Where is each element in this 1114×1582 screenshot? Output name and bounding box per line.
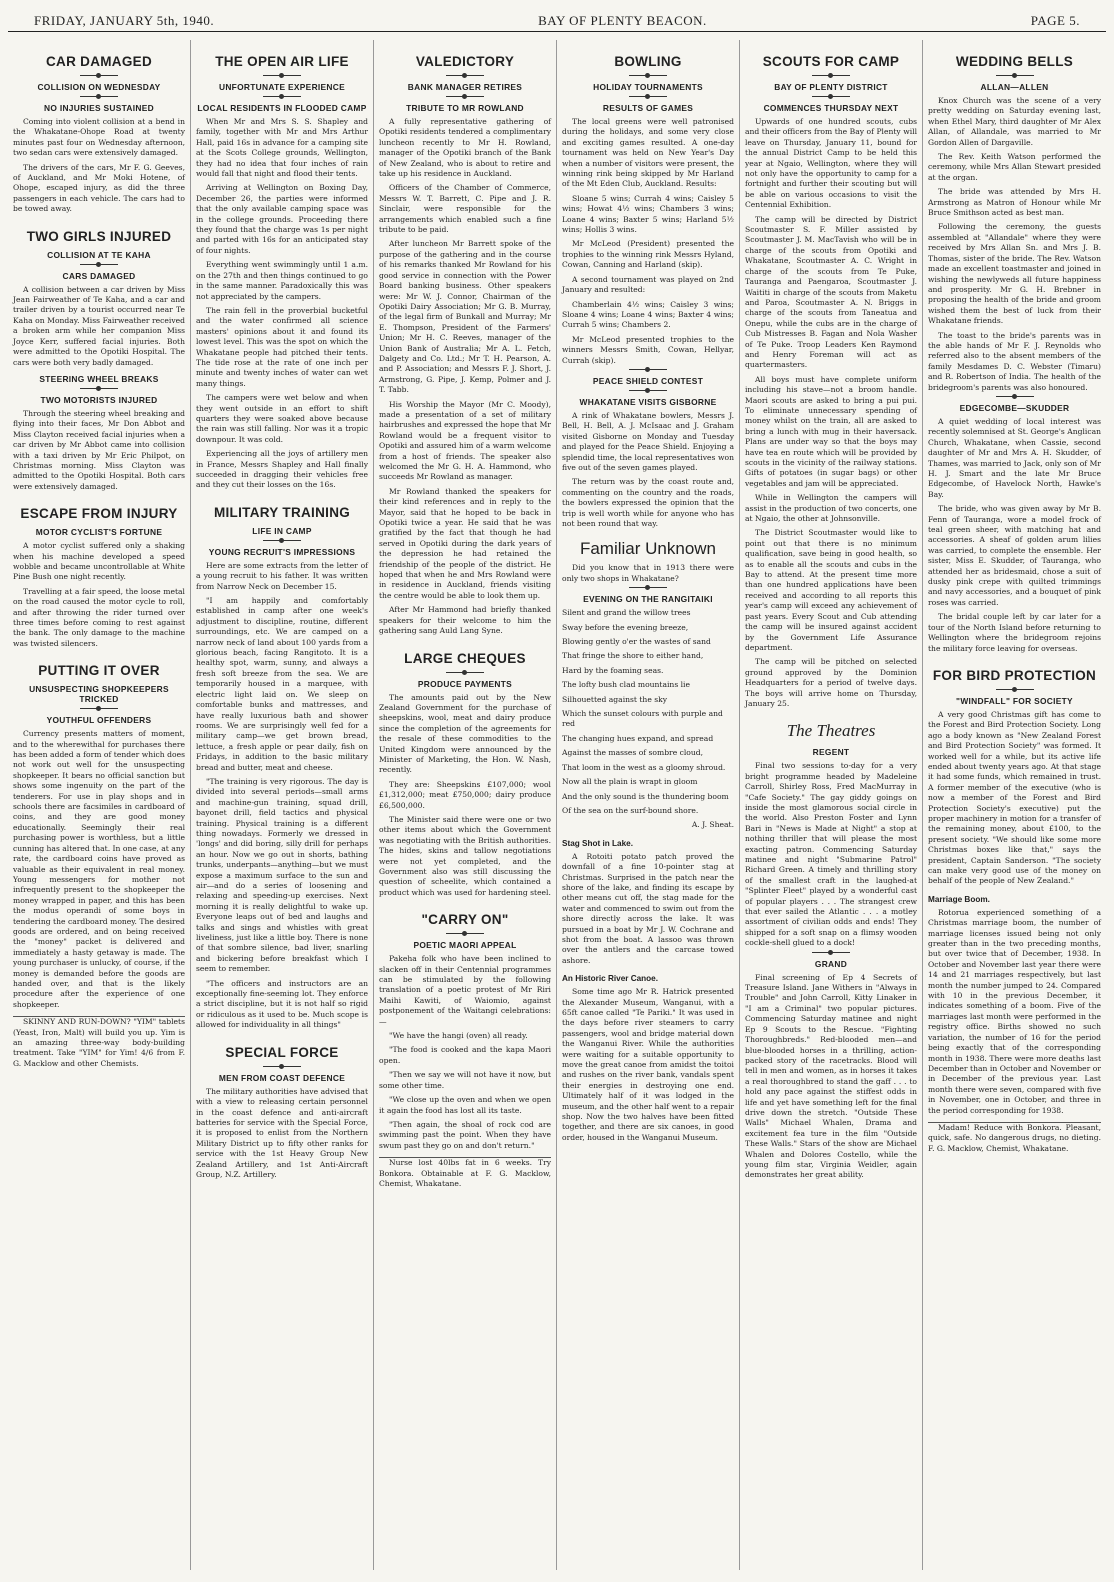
headline: An Historic River Canoe.	[562, 974, 658, 984]
article-putting-it-over	[13, 663, 185, 1069]
paragraph: The local greens were well patronised during the holidays, and some very close and exciting games resulted. A one-day tournament was held on New Year's Day when a number of visitors were present, the winning rink being skipped by Mr Harland of the Mt Eden Club, Auckland. Results:	[562, 117, 734, 189]
divider	[812, 75, 850, 76]
paragraph: Final two sessions to-day for a very bright programme headed by Madeleine Carroll, Shirley Ross, Fred MacMurray in "Cafe Society." The gay giddy goings on inside the most glamorous social circle in the world. Also Preston Foster and Lynn Bari in "News is Made at Night" a stop at nothing thriller that will please the most exacting patron. Commencing Saturday matinee and night "Submarine Patrol" Richard Green. A timely and thrilling story of the smallest craft in the laughed-at "Splinter Fleet" played by a wonderful cast of popular players . . . The strangest crew that ever sailed the Atlantic . . . a motley assortment of civilian odds and ends! They shipped for a soft snap on a flimsy wooden cockle-shell glued to a dock!	[745, 761, 917, 948]
article-stag	[562, 839, 734, 966]
poem-line: That loom in the west as a gloomy shroud.	[562, 762, 726, 772]
article-bird-protection	[928, 668, 1101, 887]
article-wedding-bells	[928, 54, 1101, 393]
headline: BOWLING	[614, 54, 682, 69]
paragraph: Final screening of Ep 4 Secrets of Treasure Island. Jane Withers in "Always in Trouble" and John Carroll, Kitty Linaker in "I am a Criminal" two popular pictures. Commencing Saturday matinee and night Ep 9 Scouts to the Rescue. "Fighting Thoroughbreds." Red-blooded men—and blue-blooded horses in a thrilling, action-packed story of the racetracks. Blood will tell in men and women, as in horses it takes a real thoroughbred to stand the gaff . . . to hold any pace against the stiffest odds in life and yet have something left for the final drive down the stretch. "Outside These Walls" Michael Whalen, Drama and excitement fea ture in the film "Outside These Walls." Stars of the show are Michael Whalen and Dolores Costello, while the young film star, Virginia Weidler, again demonstrates her great ability.	[745, 972, 917, 1180]
divider	[446, 96, 484, 97]
poem-line: Of the sea on the surf-bound shore.	[562, 805, 699, 815]
paragraph: Upwards of one hundred scouts, cubs and their officers from the Bay of Plenty will leave on Thursday, January 11, bound for the annual District Camp to be held this year at Ngaio, Wellington, where they will not only have the opportunity to camp for a fortnight and further their scouting but will be able on various occasions to visit the Centennial Exhibition.	[745, 117, 917, 210]
column-5	[740, 40, 923, 1570]
headline: SPECIAL FORCE	[225, 1044, 339, 1060]
paragraph: The toast to the bride's parents was in the able hands of Mr F. J. Reynolds who referred also to the absent members of the family Mesdames D. C. Webster (Timaru) and R. Robertson of India. The health of the bridegroom's parents was also honoured.	[928, 330, 1101, 392]
paragraph: Pakeha folk who have been inclined to slacken off in their Centennial programmes can be stimulated by the following translation of a poetic protest of Mr Riri Maihi Kawiti, of Waiomio, against postponement of the Waitangi celebrations:—	[379, 954, 551, 1026]
divider	[446, 75, 484, 76]
paragraph: A quiet wedding of local interest was recently solemnised at St. George's Anglican Church, Whakatane, when Cassie, second daughter of Mr and Mrs A. H. Skudder, of Thames, was married to Jack, only son of Mr H. J. Smart and the late Mr Bruce Edgecombe, of Havelock North, Hawke's Bay.	[928, 416, 1101, 499]
divider	[263, 96, 301, 97]
headline: "CARRY ON"	[421, 912, 509, 928]
subheadline: "WINDFALL" FOR SOCIETY	[956, 695, 1073, 706]
article-car-damaged	[13, 54, 185, 215]
column-4	[557, 40, 740, 1570]
subheadline: BAY OF PLENTY DISTRICT	[774, 82, 888, 92]
subheadline: MEN FROM COAST DEFENCE	[218, 1072, 346, 1083]
poem-line: Silhouetted against the sky	[562, 694, 668, 704]
divider	[629, 390, 667, 391]
paragraph: "We have the hangi (oven) all ready.	[389, 1031, 528, 1041]
poem-line: Blowing gently o'er the wastes of sand	[562, 637, 711, 647]
poem-line: Against the masses of sombre cloud,	[562, 748, 704, 758]
headline: PUTTING IT OVER	[38, 663, 160, 679]
paragraph: The bride was attended by Mrs H. Armstrong as Matron of Honour while Mr Bruce Smithson acted as best man.	[928, 187, 1101, 218]
subheadline: COLLISION AT TE KAHA	[47, 249, 151, 260]
advertisement: Madam! Reduce with Bonkora. Pleasant, quick, safe. No dangerous drugs, no dieting. F. G. Macklow, Chemist, Whakatane.	[928, 1122, 1101, 1153]
columns	[8, 40, 1106, 1570]
subheadline: EDGECOMBE—SKUDDER	[959, 402, 1070, 413]
subheadline: UNSUSPECTING SHOPKEEPERS TRICKED	[29, 684, 169, 705]
article-two-girls	[13, 229, 185, 368]
article-steering	[13, 374, 185, 492]
paragraph: A fully representative gathering of Opotiki residents tendered a complimentary luncheon recently to Mr H. Rowland, manager of the Opotiki branch of the Bank of New Zealand, who is about to retire and take up his residence in Auckland.	[379, 117, 551, 179]
paragraph: The District Scoutmaster would like to point out that there is no minimum qualification, save being in good health, so as to enable all the scouts and cubs in the Bay to attend. At the present time more than one hundred applications have been received and according to all reports this year's camp will exceed any achievement of past years. Every Scout and Cub attending the camp will be insured against accident by the Government Life Assurance department.	[745, 528, 917, 652]
paragraph: The military authorities have advised that with a view to releasing certain personnel in the coast defence and anti-aircraft batteries for service with the Special Force, it is proposed to enlist from the Northern Military District up to fifty other ranks for service with the 1st Heavy Group New Zealand Artillery, and 1st Anti-Aircraft Group, N.Z. Artillery.	[196, 1086, 368, 1179]
subheadline: LOCAL RESIDENTS IN FLOODED CAMP	[197, 103, 367, 113]
paragraph: "Then again, the shoal of rock cod are swimming past the point. When they have swum past they go on and don't return."	[379, 1119, 551, 1150]
paragraph: The bridal couple left by car later for a tour of the North Island before returning to Wellington where the bridegroom rejoins the military force leaving for overseas.	[928, 612, 1101, 653]
column-3	[374, 40, 557, 1570]
article-carry-on	[379, 912, 551, 1189]
article-theatres	[745, 721, 917, 1180]
paragraph: The bride, who was given away by Mr B. Fenn of Tauranga, wore a model frock of teal green sheer, with matching hat and accessories. A sheaf of golden arum lilies was carried, to complete the ensemble. Her sister, Miss E. Skudder, of Tauranga, who attended her as bridesmaid, chose a suit of dusky pink crepe with quilted trimmings and navy accessories, and a bouquet of pink roses was carried.	[928, 504, 1101, 607]
poem-line: Silent and grand the willow trees	[562, 608, 691, 618]
headline: TWO GIRLS INJURED	[26, 228, 172, 244]
paragraph: While in Wellington the campers will assist in the production of two concerts, one at Ngaio, the other at Johnsonville.	[745, 493, 917, 524]
headline: The Theatres	[786, 721, 876, 741]
paragraph: "The training is very rigorous. The day is divided into several periods—small arms and machine-gun training, squad drill, bayonet drill, field tactics and physical training. Physical training is a different thing nowadays. Formerly we dressed in 'longs' and did boring, silly drill for perhaps an hour. Now we go out in shorts, bathing trunks, underpants—anything—but we must expose a maximum surface to the sun and air—and do a series of loosening and relaxing and speeding-up exercises. Next morning it is really delightful to wake up. Everyone leaps out of bed and laughs and talks and sings and whistles with great liveliness, just like a little boy. There is none of that sombre silence, bad liver, snarling and bickering before breakfast which I seem to remember.	[196, 776, 368, 974]
poem-line: That fringe the shore to either hand,	[562, 651, 704, 661]
paragraph: Officers of the Chamber of Commerce, Messrs W. T. Barrett, C. Pipe and J. R. Sinclair, were responsible for the arrangements which enabled such a fine tribute to be paid.	[379, 183, 551, 235]
article-bowling	[562, 54, 734, 366]
subheadline: YOUNG RECRUIT'S IMPRESSIONS	[208, 546, 356, 557]
subheadline: PEACE SHIELD CONTEST	[592, 375, 704, 386]
masthead-page: PAGE 5.	[1030, 13, 1080, 28]
divider	[80, 264, 118, 265]
headline: WEDDING BELLS	[955, 54, 1074, 69]
masthead	[8, 6, 1106, 32]
divider	[812, 96, 850, 97]
headline: Marriage Boom.	[928, 894, 990, 904]
article-open-air-life	[196, 54, 368, 491]
article-canoe	[562, 974, 734, 1143]
divider	[80, 96, 118, 97]
subheadline: COMMENCES THURSDAY NEXT	[763, 103, 899, 113]
poem-line: And the only sound is the thundering boom	[562, 791, 729, 801]
article-peace-shield	[562, 369, 734, 529]
article-large-cheques	[379, 651, 551, 899]
paragraph: Here are some extracts from the letter of a young recruit to his father. It was written from Narrow Neck on December 15.	[196, 560, 368, 591]
divider	[80, 708, 118, 709]
subheadline: NO INJURIES SUSTAINED	[44, 103, 154, 113]
paragraph: The return was by the coast route and, commenting on the country and the roads, the bowlers expressed the opinion that the trip is well worth while for anyone who has not been round that way.	[562, 477, 734, 528]
subheadline: GRAND	[814, 958, 848, 969]
headline: SCOUTS FOR CAMP	[762, 54, 900, 69]
divider	[80, 75, 118, 76]
divider	[446, 933, 484, 934]
paragraph: Rotorua experienced something of a Christmas marriage boom, the number of marriage licenses issued being not only greater than in the two preceding months, but over twice that of December, 1938. In October and November last year there were 14 and 21 marriages respectively, but last month the number jumped to 24. Compared with 10 in the previous December, it indicates something of a boom. Five of the marriages last month were performed in the registry office. Births showed no such variation, the number of 16 for the period being exactly that of the corresponding month in 1938. There were more deaths last December than in October and November or in December of the previous year. Last month there were seven, compared with five in November, one in October, and three in the period corresponding for 1938.	[928, 907, 1101, 1115]
subheadline: REGENT	[812, 747, 850, 758]
paragraph: Travelling at a fair speed, the loose metal on the road caused the motor cycle to roll, and after throwing the rider turned over three times before coming to rest against the bank. The only damage to the machine was twisted silencers.	[13, 586, 185, 648]
article-valedictory	[379, 54, 551, 637]
headline: MILITARY TRAINING	[213, 504, 351, 520]
column-2	[191, 40, 374, 1570]
divider	[996, 396, 1034, 397]
divider	[263, 540, 301, 541]
paragraph: The Minister said there were one or two other items about which the Government was negotiating with the British authorities. The hides, skins and tallow negotiations were not yet completed, and the Government also was still discussing the question of scheelite, which contained a product which was used for hardening steel.	[379, 814, 551, 897]
divider	[446, 672, 484, 673]
paragraph: All boys must have complete uniform including his stave—not a broom handle. Maori scouts are asked to bring a pui pui. To eliminate unnecessary spending of money whilst on the train, all are asked to bring a lunch with mug in their haversack. Plans are under way so that the boys may have tea en route which will be provided by scouts in the vicinity of the railway stations. Gifts of potatoes (in sugar bags) or other vegetables and jam will be appreciated.	[745, 374, 917, 488]
advertisement: SKINNY AND RUN-DOWN? "YIM" tablets (Yeast, Iron, Malt) will build you up. Yim is an amazing three-way body-building treatment. Take "YIM" for Yim! 4/6 from F. G. Macklow and other Chemists.	[13, 1017, 185, 1068]
divider	[80, 388, 118, 389]
paragraph: A very good Christmas gift has come to the Forest and Bird Protection Society. Long ago a body known as "New Zealand Forest and Bird Protection Society" was formed. It worked well for a while, but its active life ended about twenty years ago. At that stage it had some funds, which remained in trust. A former member of the executive (who is now a member of the Forest and Bird Protection Society's executive) put the proper machinery in motion for a transfer of the remaining money, about £100, to the present society. "We should like some more Christmas boxes like that," says the president, Captain Sanderson. "The society can make very good use of the money on behalf of the people of New Zealand."	[928, 709, 1101, 886]
article-escape	[13, 506, 185, 649]
paragraph: Currency presents matters of moment, and to the wherewithal for purchases there has been added a form of tender which does not work out well for the unsuspecting shopkeeper. It bears no official sanction but shows some ingenuity on the part of the tenderers. For use in play shops and in schools there are facsimiles in cardboard of coins, and they are good money educationally. Seemingly their real purchasing power is worthless, but a little cunning has altered that. In one case, at any rate, the cardboard coins have proved as valuable as their equivalent in real money. Young messengers for mother not infrequently present to the shopkeeper the money wrapped in paper, and this has been the modus operandi of some boys in tendering the cardboard money. The desired goods are ordered, and on being received the "money" packet is delivered and immediately a hasty getaway is made. The young purchaser is unlucky, of course, if the money is demanded before the goods are handed over, and that is the likely procedure after the experience of one shopkeeper.	[13, 729, 185, 1009]
paragraph: Coming into violent collision at a bend in the Whakatane-Ohope Road at twenty minutes past four on Wednesday afternoon, two sedan cars were extensively damaged.	[13, 117, 185, 158]
paragraph: They are: Sheepskins £107,000; wool £1,312,000; meat £750,000; dairy produce £6,500,000.	[379, 779, 551, 810]
article-scouts	[745, 54, 917, 709]
paragraph: A motor cyclist suffered only a shaking when his machine developed a speed wobble and became uncontrollable at White Pine Bush one night recently.	[13, 541, 185, 582]
divider	[263, 1066, 301, 1067]
paragraph: After luncheon Mr Barrett spoke of the purpose of the gathering and in the course of his remarks thanked Mr Rowland for his good service in connection with the Power Board banking business. Other speakers were: Mr W. J. Connor, Chairman of the Opotiki Dairy Association; Mr G. B. Murray, of the legal firm of Bunkall and Murray; Mr E. Thompson, President of the Farmers' Union; Mr H. C. Reeves, manager of the Union Bank of Australia; Mr A. L. Fetch, Dalgety and Co. Ltd.; Mr T. H. Pearson, A. and P. Association; and Messrs F. J. Short, J. Armstrong, G. Pipe, J. Kemp, Polmer and J. T. Tabb.	[379, 239, 551, 395]
paragraph: His Worship the Mayor (Mr C. Moody), made a presentation of a set of military hairbrushes and expressed the hope that Mr Rowland would be a frequent visitor to Opotiki and assured him of a warm welcome from a host of friends. The speaker also welcomed the Mr G. H. A. Hammond, who succeeds Mr Rowland as manager.	[379, 399, 551, 482]
headline: FOR BIRD PROTECTION	[932, 667, 1097, 683]
headline: Stag Shot in Lake.	[562, 838, 633, 848]
paragraph: The amounts paid out by the New Zealand Government for the purchase of sheepskins, wool, meat and dairy produce since the completion of the agreements for the resale of these commodities to the United Kingdom were announced by the Minister of Marketing, the Hon. W. Nash, recently.	[379, 692, 551, 775]
column-1	[8, 40, 191, 1570]
divider	[996, 689, 1034, 690]
article-edgecombe-skudder	[928, 396, 1101, 654]
paragraph: "Then we say we will not have it now, but some other time.	[379, 1070, 551, 1090]
masthead-date: FRIDAY, JANUARY 5th, 1940.	[34, 13, 215, 28]
headline: ESCAPE FROM INJURY	[20, 506, 178, 522]
divider	[263, 75, 301, 76]
subheadline: LIFE IN CAMP	[252, 525, 312, 536]
paragraph: "The officers and instructors are an exceptionally fine-seeming lot. They enforce a strict discipline, but it is not half so rigid or ridiculous as it used to be. Much scope is allowed for individuality in all things"	[196, 978, 368, 1030]
paragraph: Mr McLeod (President) presented the trophies to the winning rink Messrs Hyland, Cowan, Canning and Harland (skip).	[562, 239, 734, 270]
subheadline: ALLAN—ALLEN	[980, 82, 1049, 92]
poem-evening	[562, 587, 734, 831]
subheadline: STEERING WHEEL BREAKS	[39, 373, 159, 384]
subheadline: RESULTS OF GAMES	[602, 103, 694, 113]
subheadline: TWO MOTORISTS INJURED	[40, 394, 158, 405]
paragraph: The camp will be directed by District Scoutmaster S. F. Miller assisted by Scoutmaster J. M. MacTavish who will be in charge of the scouts from Opotiki and Whakatane, Scoutmaster A. C. Wright in charge of the scouts from Te Puke, Tauranga and Paengaroa, Scoutmaster J. Waititi in charge of the scouts from Maketu and Paroa, Scoutmaster A. N. Briggs in charge of the scouts from Taneatua and Onepu, while the cubs are in the charge of Cub Mistresses B. Fagan and Nola Washer of Te Puke. Troop Leaders Ken Raymond and Henry Foreman will act as quartermasters.	[745, 214, 917, 370]
poem-line: Now all the plain is wrapt in gloom	[562, 777, 698, 787]
signature: A. J. Sheat.	[691, 820, 734, 830]
subheadline: MOTOR CYCLIST'S FORTUNE	[35, 527, 163, 538]
subheadline: BANK MANAGER RETIRES	[407, 82, 523, 92]
article-marriage-boom	[928, 895, 1101, 1154]
poem-line: The lofty bush clad mountains lie	[562, 680, 690, 690]
paragraph: Sloane 5 wins; Currah 4 wins; Caisley 5 wins; Howat 4½ wins; Chambers 3 wins; Loane 4 wins; Baxter 5 wins; Harland 5½ wins; Hollis 3 wins.	[562, 193, 734, 235]
subheadline: HOLIDAY TOURNAMENTS	[593, 82, 703, 92]
paragraph: A second tournament was played on 2nd January and resulted:	[562, 274, 734, 295]
divider	[629, 75, 667, 76]
article-special-force	[196, 1045, 368, 1181]
divider	[629, 587, 667, 588]
divider	[812, 952, 850, 953]
paragraph: Knox Church was the scene of a very pretty wedding on Saturday evening last, when Ethel Mary, third daughter of Mr Alex Allan, of Allandale, was married to Mr Gordon Allen of Dargaville.	[928, 96, 1101, 147]
article-familiar-unknown	[562, 539, 734, 584]
paragraph: After Mr Hammond had briefly thanked speakers for their welcome to him the gathering sang Auld Lang Syne.	[379, 605, 551, 636]
headline: Familiar Unknown	[579, 539, 717, 559]
headline: VALEDICTORY	[415, 54, 515, 69]
paragraph: The Rev. Keith Watson performed the ceremony, while Mrs Allan Stewart presided at the organ.	[928, 152, 1101, 182]
subheadline: EVENING ON THE RANGITAIKI	[583, 594, 713, 605]
paragraph: Chamberlain 4½ wins; Caisley 3 wins; Sloane 4 wins; Loane 4 wins; Baxter 4 wins; Currah 5 wins; Chambers 2.	[562, 299, 734, 330]
paragraph: Mr McLeod presented trophies to the winners Messrs Smith, Cowan, Hellyar, Currah (skip).	[562, 334, 734, 365]
headline: CAR DAMAGED	[45, 54, 153, 69]
paragraph: "I am happily and comfortably established in camp after one week's adjustment to discipline, routine, different surroundings, etc. We are camped on a narrow neck of land about 100 yards from a glorious beach, facing Rangitoto. It is a healthy spot, warm, sunny, and always a fresh soft breeze from the sea. We are temporarily housed in a marquee, with electric light laid on. We sleep on comfortable bunks and mattresses, and have really luxurious bath and shower rooms. We are surprisingly well fed for a military camp—we get brown bread, lettuce, a fresh apple or pear daily, fish on Fridays, in addition to the basic military bread and butter, meat and cheese.	[196, 596, 368, 772]
paragraph: A Rotoiti potato patch proved the downfall of a fine 10-pointer stag at Christmas. Surprised in the patch near the shore of the lake, and finding its escape by other means cut off, the stag made for the water and commenced to swim out from the shore directly across the lake. It was pursued in a boat by Mr J. W. Cochrane and shot from the boat. A lassoo was thrown over the antlers and the carcase towed ashore.	[562, 851, 734, 965]
divider	[629, 96, 667, 97]
subheadline: WHAKATANE VISITS GISBORNE	[579, 396, 717, 407]
subheadline: YOUTHFUL OFFENDERS	[46, 715, 152, 726]
paragraph: The drivers of the cars, Mr F. G. Geeves, of Auckland, and Mr Moki Hotene, of Ohope, escaped injury, as did the three passengers in each vehicle. The cars had to be towed away.	[13, 162, 185, 214]
advertisement: Nurse lost 40lbs fat in 6 weeks. Try Bonkora. Obtainable at F. G. Macklow, Chemist, Whakatane.	[379, 1158, 551, 1188]
paragraph: "We close up the oven and when we open it again the food has lost all its taste.	[379, 1095, 551, 1115]
paragraph: A collision between a car driven by Miss Jean Fairweather of Te Kaha, and a car and trailer driven by a tourist occurred near Te Kaha on Monday. Miss Fairweather received a broken arm while her companion Miss Joyce Kerr, suffered facial injuries. Both were admitted to the Opotiki Hospital. The cars were both very badly damaged.	[13, 284, 185, 367]
paragraph: Experiencing all the joys of artillery men in France, Messrs Shapley and Hall finally succeeded in dragging their vehicles free and they cut their losses on the 16s.	[196, 449, 368, 490]
article-military-training	[196, 505, 368, 1031]
subheadline: PRODUCE PAYMENTS	[417, 678, 513, 689]
subheadline: CARS DAMAGED	[62, 270, 136, 281]
subheadline: COLLISION ON WEDNESDAY	[37, 82, 161, 92]
subheadline: UNFORTUNATE EXPERIENCE	[218, 82, 346, 92]
subheadline: POETIC MAORI APPEAL	[413, 940, 517, 951]
poem-line: Which the sunset colours with purple and red	[562, 709, 723, 729]
paragraph: When Mr and Mrs S. S. Shapley and family, together with Mr and Mrs Arthur Hall, paid 16s in advance for a camping site at the Scots College grounds, Wellington, they had no idea that four inches of rain would fall that night and flood their tents.	[196, 117, 368, 179]
paragraph: Mr Rowland thanked the speakers for their kind references and in reply to the Mayor, said that he hoped to be back in Opotiki twice a year. He said that he was gratified by the fact that though he had served in Opotiki during the dark years of the depression he had retained the friendship of the people of the district. He hoped that when he and Mrs Rowland were in residence in Auckland, friends visiting the centre would be able to look them up.	[379, 486, 551, 600]
paragraph: Through the steering wheel breaking and flying into their faces, Mr Don Abbot and Miss Clayton received facial injuries when a car driven by Mr Abbot came into collision with a taxi driven by Mr Eric Philpot, on Christmas morning. Miss Clayton was admitted to the Opotiki Hospital. Both cars were extensively damaged.	[13, 408, 185, 491]
masthead-title: BAY OF PLENTY BEACON.	[538, 13, 707, 28]
poem-line: Hard by the foaming seas.	[562, 665, 664, 675]
headline: LARGE CHEQUES	[404, 650, 526, 666]
divider	[996, 75, 1034, 76]
paragraph: The camp will be pitched on selected ground approved by the Dominion Headquarters for a period of twelve days. The boys will arrive home on Thursday, January 25.	[745, 657, 917, 708]
subheadline: TRIBUTE TO MR ROWLAND	[406, 103, 524, 113]
paragraph: The campers were wet below and when they went outside in an effort to shift quarters they were soaked above because the rain was still falling. Nor was it a tropic downpour. It was cold.	[196, 393, 368, 444]
divider	[629, 369, 667, 370]
paragraph: A rink of Whakatane bowlers, Messrs J. Bell, H. Bell, A. J. McIsaac and J. Graham visited Gisborne on Monday and Tuesday and played for the Peace Shield. Enjoying a splendid time, the local representatives won five out of the seven games played.	[562, 410, 734, 472]
paragraph: Did you know that in 1913 there were only two shops in Whakatane?	[562, 563, 734, 583]
poem-line: The changing hues expand, and spread	[562, 733, 714, 743]
column-6	[923, 40, 1106, 1570]
paragraph: Everything went swimmingly until 1 a.m. on the 27th and then things continued to go in the same manner. Paradoxically this was not appreciated by the campers.	[196, 260, 368, 301]
paragraph: Following the ceremony, the guests assembled at "Allandale" where they were received by Mrs Allan Sn. and Mrs J. B. Thomas, sister of the bride. The Rev. Watson made an excellent toastmaster and joined in wishing the newlyweds all future happiness and prosperity. Mr G. H. Brebner in proposing the health of the bride and groom wished them the best of luck from their Whakatane friends.	[928, 222, 1101, 326]
paragraph: Arriving at Wellington on Boxing Day, December 26, the parties were informed that the only available camping space was in the college grounds. Proceeding there they found that the charge was 1s per night and parted with 16s for an anticipated stay of four nights.	[196, 183, 368, 255]
paragraph: The rain fell in the proverbial bucketful and the water confirmed all science masters' opinions about it and found its lowest level. This was the spot on which the Whakatane people had pitched their tents. The tide rose at the rate of one inch per minute and twenty inches of water can wet many things.	[196, 305, 368, 388]
paragraph: "The food is cooked and the kapa Maori open.	[379, 1045, 551, 1065]
poem-line: Sway before the evening breeze,	[562, 622, 689, 632]
paragraph: Some time ago Mr R. Hatrick presented the Alexander Museum, Wanganui, with a 65ft canoe called "Te Pariki." It was used in the days before river steamers to carry passengers, wool and bridge material down the Wanganui River. While the authorities were waiting for a suitable opportunity to move the great canoe from amidst the toitoi and rushes on the river bank, vandals spent their energies in destroying one end. Ultimately half of it was lodged in the museum, and the other half went to a repair shop. Now the two halves have been fitted together, and there are six canoes, in good order, housed in the Wanganui Museum.	[562, 987, 734, 1142]
headline: THE OPEN AIR LIFE	[215, 54, 349, 69]
